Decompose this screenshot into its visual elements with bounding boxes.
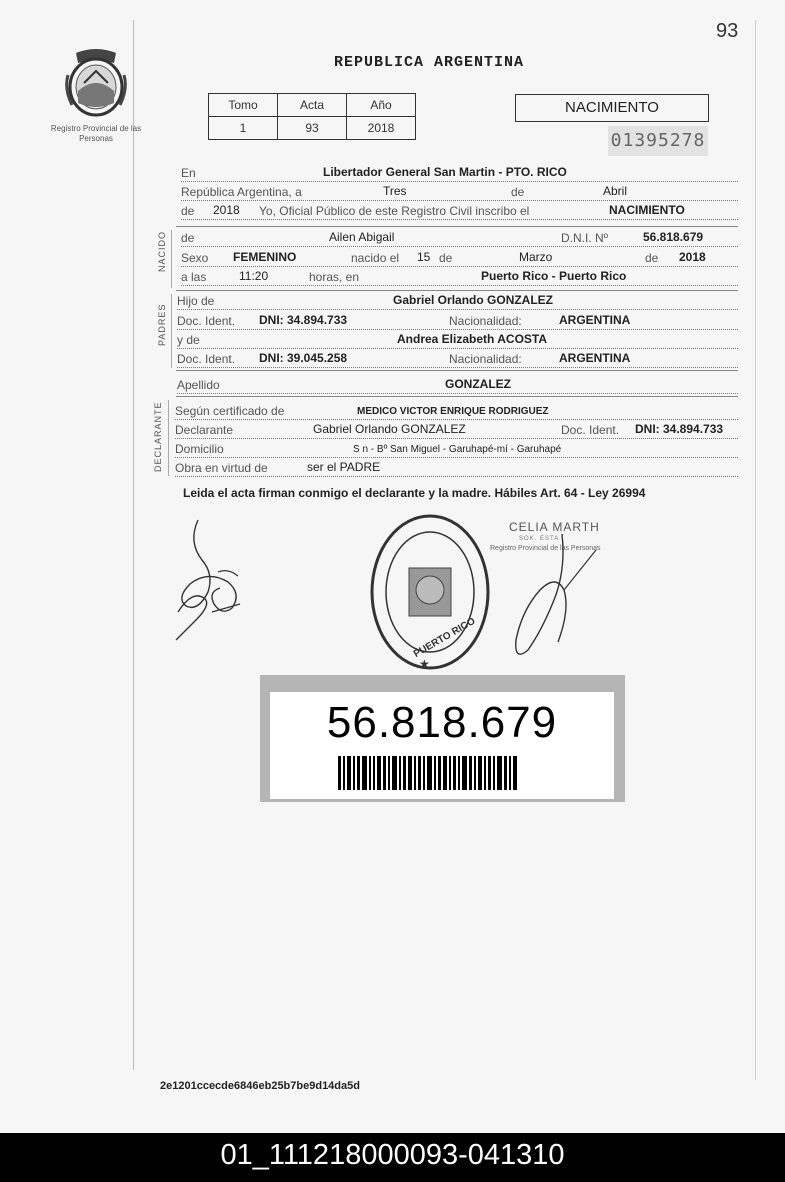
father-nac-label: Nacionalidad:	[449, 314, 522, 328]
page-number: 93	[716, 20, 739, 42]
svg-text:PUERTO RICO: PUERTO RICO	[411, 615, 478, 661]
apellido-label: Apellido	[177, 378, 220, 392]
registry-stamp-icon	[365, 510, 495, 675]
officer-row	[181, 202, 738, 220]
declarant-row	[175, 421, 738, 439]
birth-row	[181, 249, 738, 267]
birth-year: 2018	[679, 250, 706, 264]
serial-number: 01395278	[608, 126, 708, 156]
footer-filename: 01_111218000093-041310	[220, 1139, 565, 1171]
barcode-number: 56.818.679	[326, 698, 558, 747]
dni-label: D.N.I. Nº	[561, 231, 609, 245]
birth-month: Marzo	[519, 250, 553, 264]
month-word: Abril	[603, 184, 628, 198]
nacido-bracket	[171, 230, 172, 288]
mother-doc-row	[177, 350, 738, 368]
act-type-value: NACIMIENTO	[609, 203, 685, 217]
registrar-signature-icon	[506, 530, 606, 660]
table-value-row	[209, 117, 416, 140]
mother-row	[177, 331, 738, 349]
domicilio-label: Domicilio	[175, 442, 224, 456]
capacity-value: ser el PADRE	[307, 460, 381, 474]
sexo-label: Sexo	[181, 251, 209, 265]
registrar-subtitle: SOK. ESTA	[519, 536, 560, 542]
right-margin-line	[755, 20, 756, 1080]
section-divider-padres	[176, 290, 738, 291]
obra-label: Obra en virtud de	[175, 461, 268, 475]
footer-bar	[0, 1133, 785, 1182]
mother-dni: DNI: 39.045.258	[259, 351, 348, 365]
de5-label: de	[645, 251, 659, 265]
nacido-side-label: NACIDO	[157, 230, 167, 272]
svg-text:★: ★	[419, 657, 430, 671]
mother-name: Andrea Elizabeth ACOSTA	[397, 332, 548, 346]
logo-caption: Registro Provincial de las Personas	[50, 124, 142, 143]
horas-label: horas, en	[309, 270, 360, 284]
father-nationality: ARGENTINA	[559, 313, 631, 327]
child-dni: 56.818.679	[643, 230, 704, 244]
mother-nac-label: Nacionalidad:	[449, 352, 522, 366]
barcode-panel	[270, 692, 614, 799]
table-value-ano: 2018	[347, 117, 416, 140]
document-title: REPUBLICA ARGENTINA	[334, 54, 525, 71]
father-dni: DNI: 34.894.733	[259, 313, 348, 327]
name-row	[181, 229, 738, 247]
section-divider-apellido	[176, 370, 738, 371]
birth-time: 11:20	[239, 269, 269, 283]
tomo-acta-table	[208, 93, 416, 140]
declarant-doc-label: Doc. Ident.	[561, 423, 620, 437]
de2-label: de	[181, 204, 195, 218]
table-header-row	[209, 94, 416, 117]
registrar-org: Registro Provincial de las Personas	[490, 545, 601, 552]
place-row	[181, 164, 738, 182]
certificate-row	[175, 402, 738, 420]
document-hash: 2e1201ccecde6846eb25b7be9d14da5d	[160, 1080, 360, 1092]
y-de-label: y de	[177, 333, 200, 347]
mother-nationality: ARGENTINA	[559, 351, 631, 365]
day-word: Tres	[383, 184, 407, 198]
father-name: Gabriel Orlando GONZALEZ	[393, 293, 554, 307]
cert-label: Según certificado de	[175, 404, 285, 418]
sex-value: FEMENINO	[233, 250, 297, 264]
provincial-seal-icon	[64, 45, 128, 117]
surname-row	[177, 376, 738, 394]
place-value: Libertador General San Martin - PTO. RICO	[323, 165, 567, 179]
closing-text: Leida el acta firman conmigo el declarante y la madre. Hábiles Art. 64 - Ley 26994	[183, 486, 646, 500]
surname-value: GONZALEZ	[445, 377, 511, 391]
year-value: 2018	[213, 203, 240, 217]
table-value-acta: 93	[278, 117, 347, 140]
de4-label: de	[439, 251, 453, 265]
father-doc-row	[177, 312, 738, 330]
en-label: En	[181, 166, 196, 180]
barcode-bars-icon	[338, 756, 562, 790]
table-header-ano: Año	[347, 94, 416, 117]
declarante-label: Declarante	[175, 423, 234, 437]
date-row	[181, 183, 738, 201]
table-header-acta: Acta	[278, 94, 347, 117]
a-las-label: a las	[181, 270, 207, 284]
father-row	[177, 292, 738, 310]
de-label: de	[511, 185, 525, 199]
section-divider-declarante	[176, 396, 738, 397]
child-name: Ailen Abigail	[329, 230, 395, 244]
de3-label: de	[181, 231, 195, 245]
father-doc-label: Doc. Ident.	[177, 314, 236, 328]
capacity-row	[175, 459, 738, 477]
mother-doc-label: Doc. Ident.	[177, 352, 236, 366]
birth-place: Puerto Rico - Puerto Rico	[481, 269, 627, 283]
republica-label: República Argentina, a	[181, 185, 302, 199]
birth-day: 15	[417, 250, 431, 264]
table-value-tomo: 1	[209, 117, 278, 140]
padres-side-label: PADRES	[157, 303, 167, 346]
registrar-name: CELIA MARTH	[509, 520, 600, 534]
declarante-side-label: DECLARANTE	[153, 401, 163, 472]
record-type-box: NACIMIENTO	[515, 94, 709, 122]
declarant-signature-icon	[168, 512, 250, 642]
certificate-value: MEDICO VICTOR ENRIQUE RODRIGUEZ	[357, 406, 549, 417]
declarant-name: Gabriel Orlando GONZALEZ	[313, 422, 466, 436]
hijo-label: Hijo de	[177, 294, 215, 308]
address-row	[175, 440, 738, 458]
declarant-dni: DNI: 34.894.733	[635, 422, 724, 436]
declarante-bracket	[168, 400, 169, 476]
time-place-row	[181, 268, 738, 286]
section-divider	[176, 226, 738, 227]
address-value: S n - Bº San Miguel - Garuhapé-mí - Garuhapé	[353, 444, 562, 455]
officer-text: Yo, Oficial Público de este Registro Civil inscribo el	[259, 204, 530, 218]
nacido-el-label: nacido el	[351, 251, 400, 265]
left-margin-line	[133, 20, 134, 1070]
padres-bracket	[171, 294, 172, 368]
table-header-tomo: Tomo	[209, 94, 278, 117]
barcode-label	[260, 675, 625, 802]
